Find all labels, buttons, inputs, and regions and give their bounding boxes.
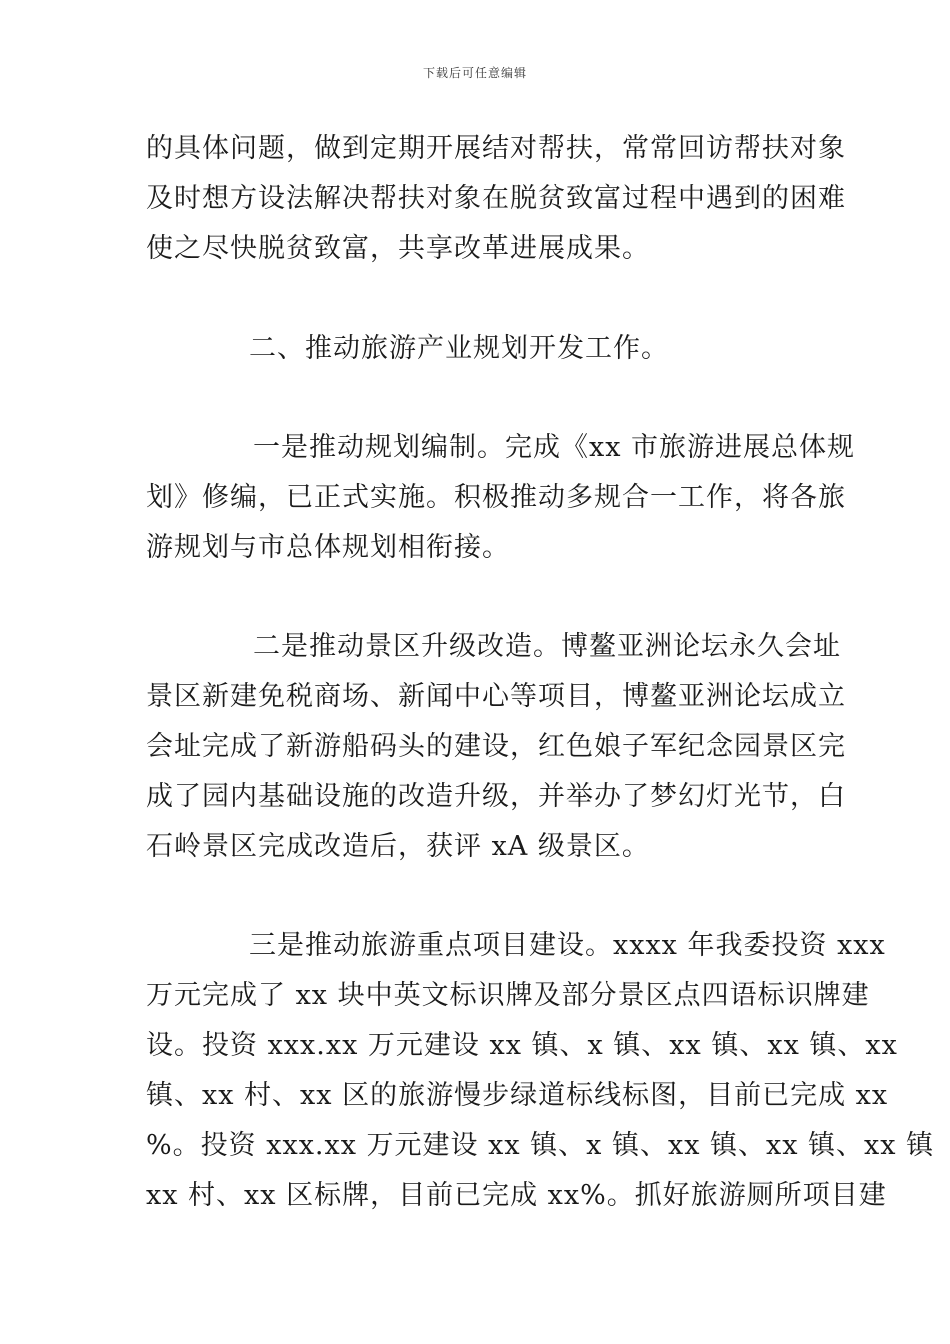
paragraph-line: 二是推动景区升级改造。博鳌亚洲论坛永久会址 [253,631,841,662]
paragraph-line: 划》修编，已正式实施。积极推动多规合一工作，将各旅 [146,482,846,513]
paragraph-line: 的具体问题，做到定期开展结对帮扶，常常回访帮扶对象 [146,133,846,164]
paragraph-line: 万元完成了 xx 块中英文标识牌及部分景区点四语标识牌建 [146,980,870,1011]
paragraph-line: 及时想方设法解决帮扶对象在脱贫致富过程中遇到的困难 [146,183,846,214]
paragraph-line: 石岭景区完成改造后，获评 xA 级景区。 [146,831,650,862]
paragraph-line: 成了园内基础设施的改造升级，并举办了梦幻灯光节，白 [146,781,846,812]
paragraph-line: 镇、xx 村、xx 区的旅游慢步绿道标线标图，目前已完成 xx [146,1080,889,1111]
section-heading: 二、推动旅游产业规划开发工作。 [249,333,669,364]
paragraph-line: 一是推动规划编制。完成《xx 市旅游进展总体规 [253,432,856,463]
paragraph-line: 景区新建免税商场、新闻中心等项目，博鳌亚洲论坛成立 [146,681,846,712]
paragraph-line: 三是推动旅游重点项目建设。xxxx 年我委投资 xxx [249,930,886,961]
page-header: 下载后可任意编辑 [422,66,527,80]
paragraph-line: 使之尽快脱贫致富，共享改革进展成果。 [146,233,650,264]
paragraph-line: xx 村、xx 区标牌，目前已完成 xx%。抓好旅游厕所项目建 [146,1180,887,1211]
paragraph-line: %。投资 xxx.xx 万元建设 xx 镇、x 镇、xx 镇、xx 镇、xx 镇 [146,1130,935,1161]
paragraph-line: 会址完成了新游船码头的建设，红色娘子军纪念园景区完 [146,731,846,762]
paragraph-line: 游规划与市总体规划相衔接。 [146,532,510,563]
paragraph-line: 设。投资 xxx.xx 万元建设 xx 镇、x 镇、xx 镇、xx 镇、xx [146,1030,898,1061]
